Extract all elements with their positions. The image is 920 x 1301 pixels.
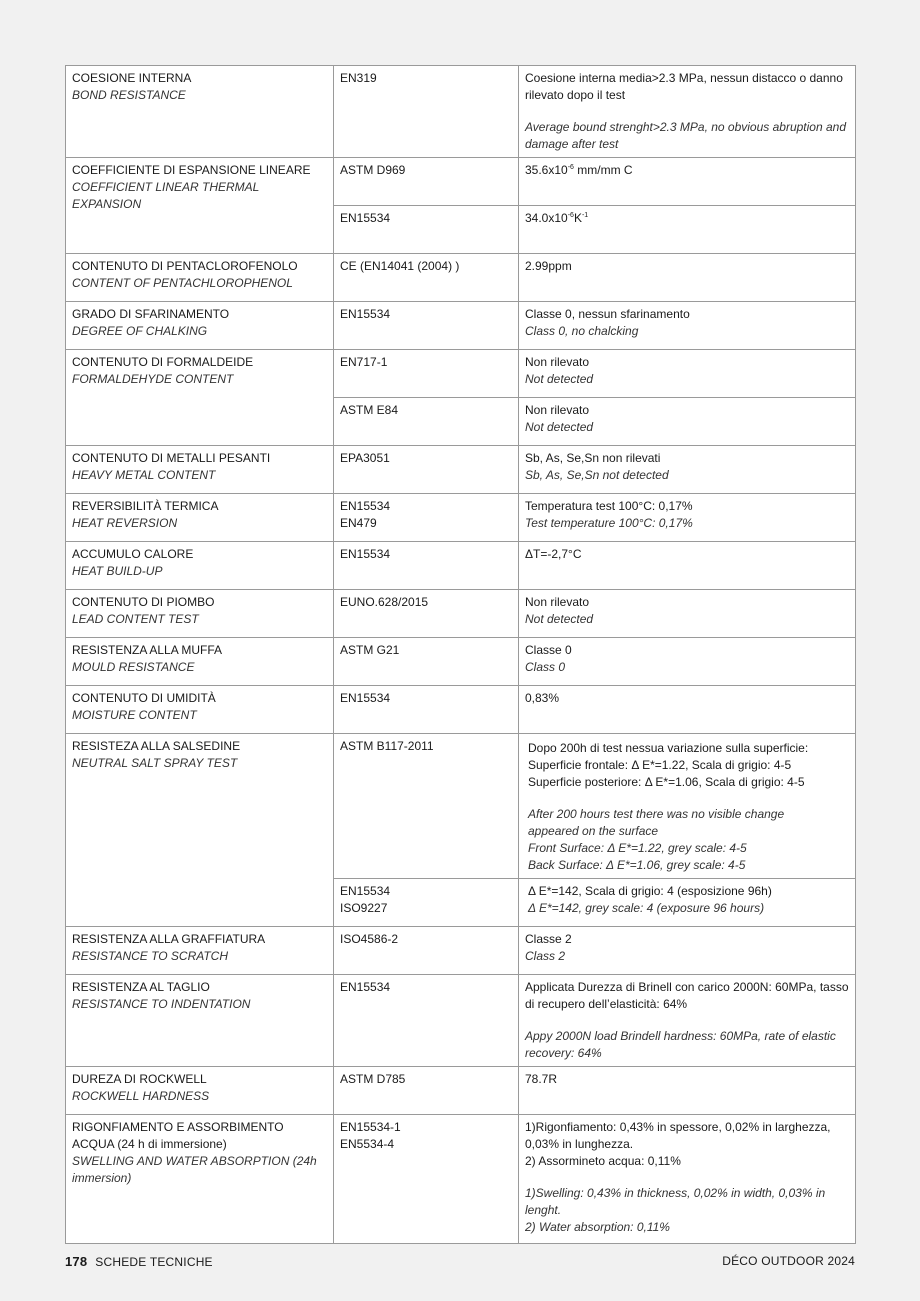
result-it: 1)Rigonfiamento: 0,43% in spessore, 0,02% in larghezza, 0,03% in lunghezza. [525, 1120, 831, 1151]
result: 0,83% [525, 691, 560, 705]
result-cell [519, 927, 856, 975]
result-en: Class 2 [525, 949, 566, 963]
property-cell [66, 927, 334, 975]
standard-cell [334, 494, 519, 542]
result-it: Dopo 200h di test nessua variazione sulla superficie: [528, 741, 809, 755]
standard: EUNO.628/2015 [340, 595, 429, 609]
result-en: Back Surface: Δ E*=1.06, grey scale: 4-5 [528, 858, 746, 872]
standard: ASTM G21 [340, 643, 400, 657]
standard-cell [334, 446, 519, 494]
property-name-en: HEAT BUILD-UP [72, 564, 163, 578]
standard-cell [334, 350, 519, 398]
property-name-it: RESISTENZA AL TAGLIO [72, 980, 210, 994]
standard: EN479 [340, 516, 377, 530]
result-en: Front Surface: Δ E*=1.22, grey scale: 4-5 [528, 841, 747, 855]
table-row [66, 686, 856, 734]
property-cell [66, 686, 334, 734]
property-name-en: COEFFICIENT LINEAR THERMAL EXPANSION [72, 180, 260, 211]
result-it: Classe 0, nessun sfarinamento [525, 307, 690, 321]
standard: EN15534 [340, 980, 391, 994]
standard-cell [334, 975, 519, 1067]
result-cell [519, 1067, 856, 1115]
property-name-it: CONTENUTO DI PIOMBO [72, 595, 215, 609]
table-row [66, 446, 856, 494]
result: 78.7R [525, 1072, 558, 1086]
result-cell [519, 66, 856, 158]
table-row [66, 975, 856, 1067]
standard-cell [334, 254, 519, 302]
result-cell [519, 975, 856, 1067]
result-cell [519, 302, 856, 350]
standard: CE (EN14041 (2004) ) [340, 259, 460, 273]
result-en: appeared on the surface [528, 824, 659, 838]
standard-cell [334, 927, 519, 975]
result-cell [519, 350, 856, 398]
property-cell [66, 590, 334, 638]
property-name-en: FORMALDEHYDE CONTENT [72, 372, 234, 386]
result-exponent: -6 [567, 212, 574, 219]
result-en: Class 0, no chalcking [525, 324, 639, 338]
property-cell [66, 158, 334, 254]
property-name-it: CONTENUTO DI UMIDITÀ [72, 691, 216, 705]
property-name-en: HEAT REVERSION [72, 516, 178, 530]
property-cell [66, 350, 334, 446]
technical-spec-table [65, 65, 856, 1244]
property-name-en: LEAD CONTENT TEST [72, 612, 199, 626]
property-name-it: CONTENUTO DI METALLI PESANTI [72, 451, 271, 465]
standard: ISO9227 [340, 901, 388, 915]
property-name-it: DUREZA DI ROCKWELL [72, 1072, 207, 1086]
result-en: Test temperature 100°C: 0,17% [525, 516, 693, 530]
standard: EN15534 [340, 884, 391, 898]
result-en: Not detected [525, 372, 594, 386]
property-name-it: RESISTENZA ALLA GRAFFIATURA [72, 932, 266, 946]
standard: ASTM B117-2011 [340, 739, 434, 753]
table-row [66, 1115, 856, 1244]
property-name-it: GRADO DI SFARINAMENTO [72, 307, 230, 321]
property-name-en: SWELLING AND WATER ABSORPTION (24h immersion) [72, 1154, 317, 1185]
standard-cell [334, 398, 519, 446]
result-cell [519, 542, 856, 590]
standard: EN717-1 [340, 355, 388, 369]
property-cell [66, 1067, 334, 1115]
result-cell [519, 446, 856, 494]
result-exponent: -1 [581, 212, 589, 219]
property-name-en: MOISTURE CONTENT [72, 708, 197, 722]
standard-cell [334, 206, 519, 254]
result-en: Δ E*=142, grey scale: 4 (exposure 96 hours) [528, 901, 765, 915]
table-row [66, 158, 856, 206]
property-cell [66, 542, 334, 590]
property-name-it: RESISTENZA ALLA MUFFA [72, 643, 223, 657]
result-cell [519, 879, 856, 927]
standard: EN15534 [340, 547, 391, 561]
result-it: Superficie posteriore: Δ E*=1.06, Scala di grigio: 4-5 [528, 775, 805, 789]
result-en: 2) Water absorption: 0,11% [525, 1220, 670, 1234]
result-value [525, 162, 849, 179]
result-value [525, 210, 849, 227]
result-cell [519, 398, 856, 446]
standard: EN5534-4 [340, 1137, 395, 1151]
standard-cell [334, 638, 519, 686]
property-cell [66, 66, 334, 158]
result-unit: K [573, 211, 582, 225]
result-it: Temperatura test 100°C: 0,17% [525, 499, 693, 513]
property-cell [66, 254, 334, 302]
property-cell [66, 638, 334, 686]
property-name-en: ROCKWELL HARDNESS [72, 1089, 210, 1103]
result-cell [519, 494, 856, 542]
property-name-en: RESISTANCE TO SCRATCH [72, 949, 229, 963]
table-row [66, 494, 856, 542]
property-cell [66, 734, 334, 927]
property-name-en: HEAVY METAL CONTENT [72, 468, 216, 482]
property-name-it: RESISTEZA ALLA SALSEDINE [72, 739, 241, 753]
result-en: Sb, As, Se,Sn not detected [525, 468, 669, 482]
result-en: Not detected [525, 612, 594, 626]
table-row [66, 927, 856, 975]
table-row [66, 302, 856, 350]
table-row [66, 1067, 856, 1115]
table-row [66, 66, 856, 158]
result-en: Class 0 [525, 660, 566, 674]
result-it: Non rilevato [525, 403, 590, 417]
property-name-it: CONTENUTO DI FORMALDEIDE [72, 355, 254, 369]
result-cell [519, 590, 856, 638]
result-cell [519, 1115, 856, 1244]
standard: EN15534 [340, 307, 391, 321]
standard: EN15534 [340, 691, 391, 705]
result-exponent: -6 [567, 164, 574, 171]
standard: ASTM E84 [340, 403, 399, 417]
standard-cell [334, 66, 519, 158]
result-it: Δ E*=142, Scala di grigio: 4 (esposizione 96h) [528, 884, 772, 898]
standard-cell [334, 879, 519, 927]
table-row [66, 590, 856, 638]
catalog-title: DÉCO OUTDOOR 2024 [722, 1254, 855, 1268]
standard: EN15534-1 [340, 1120, 401, 1134]
result-it: Applicata Durezza di Brinell con carico 2000N: 60MPa, tasso di recupero dell’elasticità: 64% [525, 980, 849, 1011]
result: 2.99ppm [525, 259, 572, 273]
property-name-en: NEUTRAL SALT SPRAY TEST [72, 756, 238, 770]
standard: EN15534 [340, 211, 391, 225]
property-name-it: RIGONFIAMENTO E ASSORBIMENTO ACQUA (24 h di immersione) [72, 1120, 284, 1151]
result-en: After 200 hours test there was no visible change [528, 807, 785, 821]
result-cell [519, 254, 856, 302]
result-it: Non rilevato [525, 355, 590, 369]
property-name-en: MOULD RESISTANCE [72, 660, 195, 674]
table-row [66, 254, 856, 302]
result: ΔT=-2,7°C [525, 547, 582, 561]
table-row [66, 350, 856, 398]
standard-cell [334, 1067, 519, 1115]
property-cell [66, 302, 334, 350]
result-it: Non rilevato [525, 595, 590, 609]
standard-cell [334, 158, 519, 206]
result-en: Not detected [525, 420, 594, 434]
result-it: Superficie frontale: Δ E*=1.22, Scala di grigio: 4-5 [528, 758, 792, 772]
standard: EPA3051 [340, 451, 390, 465]
property-name-it: CONTENUTO DI PENTACLOROFENOLO [72, 259, 298, 273]
standard: EN319 [340, 71, 377, 85]
result-cell [519, 206, 856, 254]
table-row [66, 542, 856, 590]
result-unit: mm/mm C [573, 163, 633, 177]
standard-cell [334, 1115, 519, 1244]
result-cell [519, 734, 856, 879]
result-base: 35.6x10 [525, 163, 568, 177]
result-it: Sb, As, Se,Sn non rilevati [525, 451, 661, 465]
property-name-it: ACCUMULO CALORE [72, 547, 194, 561]
result-cell [519, 686, 856, 734]
page-number: 178 [65, 1254, 88, 1269]
result-en: Appy 2000N load Brindell hardness: 60MPa, rate of elastic recovery: 64% [525, 1029, 836, 1060]
result-en: Average bound strenght>2.3 MPa, no obvious abruption and damage after test [525, 120, 847, 151]
result-it: 2) Assormineto acqua: 0,11% [525, 1154, 681, 1168]
result-it: Classe 0 [525, 643, 572, 657]
table-row [66, 734, 856, 879]
property-name-en: BOND RESISTANCE [72, 88, 186, 102]
table-row [66, 638, 856, 686]
property-name-en: DEGREE OF CHALKING [72, 324, 208, 338]
standard-cell [334, 734, 519, 879]
property-name-en: RESISTANCE TO INDENTATION [72, 997, 251, 1011]
section-title: SCHEDE TECNICHE [95, 1255, 213, 1269]
standard: ASTM D785 [340, 1072, 406, 1086]
result-it: Classe 2 [525, 932, 572, 946]
standard-cell [334, 590, 519, 638]
property-cell [66, 494, 334, 542]
standard: ISO4586-2 [340, 932, 399, 946]
standard-cell [334, 686, 519, 734]
result-base: 34.0x10 [525, 211, 568, 225]
property-cell [66, 975, 334, 1067]
property-name-it: COEFFICIENTE DI ESPANSIONE LINEARE [72, 163, 311, 177]
page-footer-left [65, 1254, 213, 1269]
property-cell [66, 446, 334, 494]
property-name-en: CONTENT OF PENTACHLOROPHENOL [72, 276, 293, 290]
standard-cell [334, 302, 519, 350]
result-en: 1)Swelling: 0,43% in thickness, 0,02% in width, 0,03% in lenght. [525, 1186, 826, 1217]
standard-cell [334, 542, 519, 590]
result-cell [519, 638, 856, 686]
standard: EN15534 [340, 499, 391, 513]
result-cell [519, 158, 856, 206]
result-it: Coesione interna media>2.3 MPa, nessun distacco o danno rilevato dopo il test [525, 71, 843, 102]
property-name-it: REVERSIBILITÀ TERMICA [72, 499, 219, 513]
standard: ASTM D969 [340, 163, 406, 177]
property-name-it: COESIONE INTERNA [72, 71, 192, 85]
property-cell [66, 1115, 334, 1244]
